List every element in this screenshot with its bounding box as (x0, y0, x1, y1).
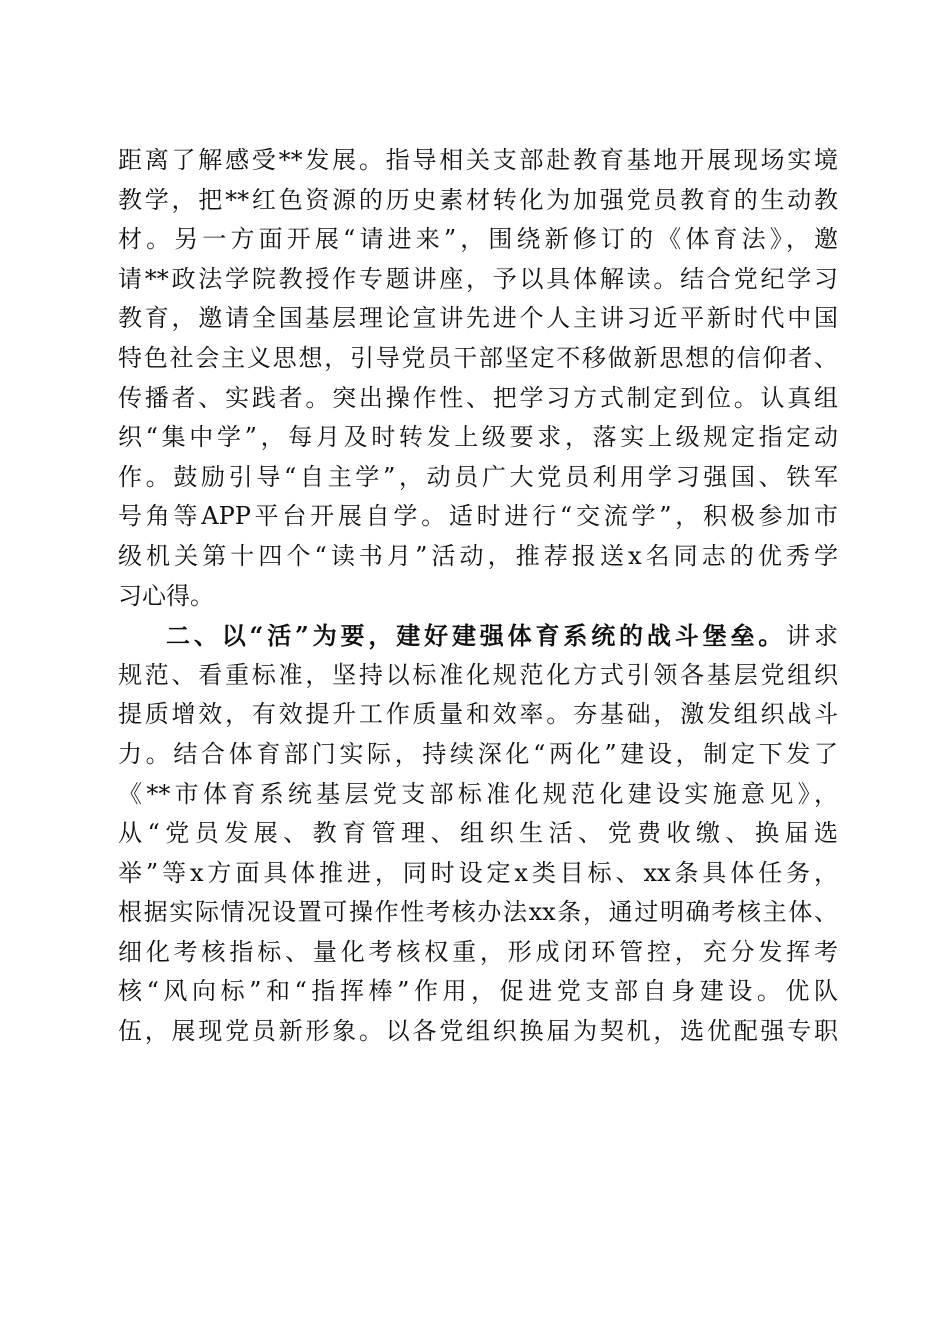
text-line: 传播者、实践者。突出操作性、把学习方式制定到位。认真组 (118, 383, 838, 412)
text-line: 提质增效，有效提升工作质量和效率。夯基础，激发组织战斗 (118, 700, 838, 729)
text-line: 作。鼓励引导“自主学”，动员广大党员利用学习强国、铁军 (118, 462, 838, 491)
text-line: 号角等APP平台开展自学。适时进行“交流学”，积极参加市 (118, 502, 838, 531)
text-line: 从“党员发展、教育管理、组织生活、党费收缴、换届选 (118, 819, 838, 848)
text-line: 《**市体育系统基层党支部标准化规范化建设实施意见》， (118, 779, 838, 808)
text-line: 举”等x方面具体推进，同时设定x类目标、xx条具体任务， (118, 858, 838, 887)
text-line: 材。另一方面开展“请进来”，围绕新修订的《体育法》，邀 (118, 225, 838, 254)
text-line: 伍，展现党员新形象。以各党组织换届为契机，选优配强专职 (118, 1017, 838, 1046)
text-line: 织“集中学”，每月及时转发上级要求，落实上级规定指定动 (118, 423, 838, 452)
body-text (118, 141, 838, 1052)
section-heading-line (118, 616, 838, 656)
text-line: 特色社会主义思想，引导党员干部坚定不移做新思想的信仰者、 (118, 343, 838, 372)
text-line: 习心得。 (118, 581, 214, 610)
text-line: 教育，邀请全国基层理论宣讲先进个人主讲习近平新时代中国 (118, 304, 838, 333)
text-line: 规范、看重标准，坚持以标准化规范化方式引领各基层党组织 (118, 660, 838, 689)
text-line: 力。结合体育部门实际，持续深化“两化”建设，制定下发了 (118, 739, 838, 768)
text-line: 级机关第十四个“读书月”活动，推荐报送x名同志的优秀学 (118, 541, 838, 570)
text-line: 根据实际情况设置可操作性考核办法xx条，通过明确考核主体、 (118, 898, 838, 927)
paragraph-1 (118, 141, 838, 616)
text-line: 核“风向标”和“指挥棒”作用，促进党支部自身建设。优队 (118, 977, 838, 1006)
text-line: 距离了解感受**发展。指导相关支部赴教育基地开展现场实境 (118, 146, 838, 174)
text-line: 细化考核指标、量化考核权重，形成闭环管控，充分发挥考 (118, 937, 838, 966)
paragraph-2 (118, 616, 838, 1052)
heading-line-continuation: 讲求 (786, 622, 839, 651)
text-line: 教学，把**红色资源的历史素材转化为加强党员教育的生动教 (118, 185, 838, 214)
section-heading: 二、以“活”为要，建好建强体育系统的战斗堡垒。 (166, 621, 787, 651)
text-line: 请**政法学院教授作专题讲座，予以具体解读。结合党纪学习 (118, 264, 838, 293)
